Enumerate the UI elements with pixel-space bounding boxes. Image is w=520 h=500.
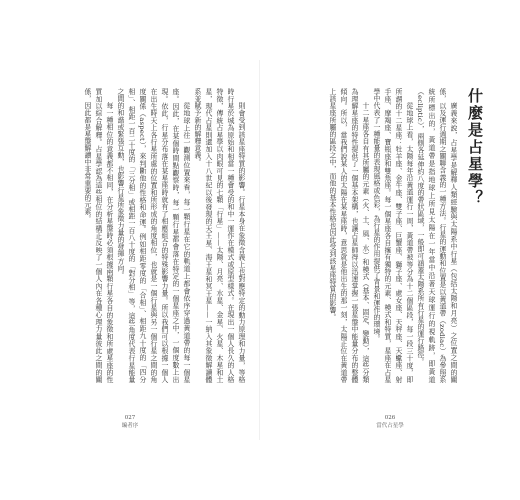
right-paragraph: 廣義來說，占星學是解釋人類經驗與太陽系中行星（包括太陽和月亮）之位置之間的關係，以及運行週期之關聯含義的一種方法。行星的運動和位置是以黃道帶（zodiac）為參照系統所標出的，黃道帶是指地球上所見太陽在一年當中沿著天球運行的視軌跡，即黃道（ecliptic），兩側各延伸約八度的帶狀區域，一般即可涵蓋太陽系所有行星的運行路徑。 bbox=[416, 88, 457, 383]
left-paragraph: 每一種相位的意義都不相同，在分析星盤時必須根據兩顆行星各自的象徵和所處星座的性質加以綜合解釋。占星學認為這些相位的結構正反映了一個人內在各種心理力量彼此之間的關係，因此都是星盤解讀中非常重要的元素。 bbox=[83, 88, 113, 383]
right-page-number: 026 bbox=[384, 415, 396, 421]
left-paragraph: 則會受到該星座特質的影響。行星本身在象徵含義上也對應特定的動力原理和力量，等格時行星於城為原始和相當一種會受的和中一運作在模式或原型樣式。在現出一個人長久的人格特徵，傳統占星學以肉眼可見的七顆「行星」——太陽、月亮、水星、金星、火星、木星和土星，現代占星則還加入十八世紀以後發現的天王星、海王星和冥王星——一納入其象徵解讀體系並賦予新的解釋意義。 bbox=[193, 88, 245, 383]
right-paragraph: 十二星座各自有其所屬的元素（火、土、風、水）和模式（基本、固定、變動），這些分類為理解星座的特性提供了一個基本架構，也讓占星師得以迅速掌握一張星盤中能量分布的整體傾向。所以，當我們說某人的太陽在某星座時，意思就是他出生的那一刻，太陽正位在黃道帶上該星座所屬的區段之中，而他的基本性格也因此受到該星座特質的影響。 bbox=[328, 88, 369, 383]
left-page-body bbox=[52, 88, 246, 383]
right-folio bbox=[260, 414, 520, 430]
chapter-title: 什麼是占星學？ bbox=[466, 88, 484, 207]
left-paragraph: 從地球上往一觀測位置來看，每一顆行星在它的軌道上都會依序穿過黃道帶的每一個星座。因此，在某個時間點觀察時，每一顆行星都會落在特定的一個星座之中，一個度數上出現。依此，行星分布落在某星座時就有了相應組合的特殊影響力量。所以我們可以根據一個人在出生時天上各行星所處的位置和所形成的角度相位，也就是一個行星與另一個行星之間的角度關係（aspect），來判斷他的性格和命運。例如相距零度的「合相」、相距九十度的「四分相」、相距一百二十度的「三分相」或相距一百八十度的「對分相」等，這些角度代表行星能量之間的和諧或緊張互動，也影響行星所象徵力量的發揮方向。 bbox=[116, 88, 190, 383]
right-page-body bbox=[286, 88, 458, 383]
right-page bbox=[260, 0, 520, 500]
right-running-title: 當代占星學 bbox=[376, 423, 404, 429]
left-running-title: 編者序 bbox=[121, 423, 139, 429]
left-page-number: 027 bbox=[124, 415, 136, 421]
left-folio bbox=[0, 414, 260, 430]
right-paragraph: 從地球上看，太陽每年沿黃道運行一周，黃道帶被等分為十二個區段，每一段三十度，即所謂的十二星座：牡羊座、金牛座、雙子座、巨蟹座、獅子座、處女座、天秤座、天蠍座、射手座、摩羯座、寶瓶座和雙魚座。每一個星座各自擁有獨特的元素、模式和特質，星座在占星學中代表了一種能量的表現風格或色彩，為行星的作用提供了背景和運作的環境。 bbox=[372, 88, 413, 383]
